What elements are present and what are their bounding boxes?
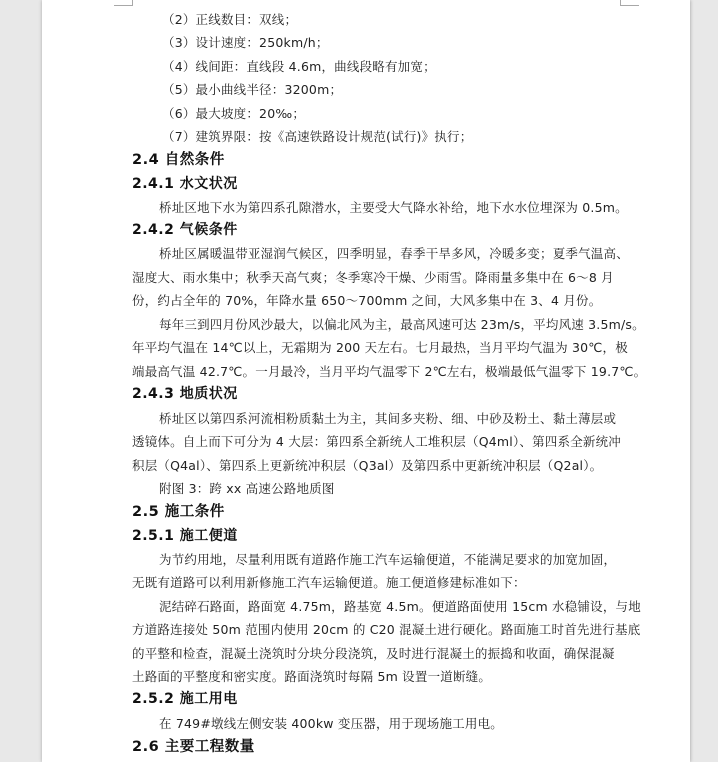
paragraph-line: 方道路连接处 50m 范围内使用 20cm 的 C20 混凝土进行硬化。路面施工时首先进行基底 (132, 622, 641, 637)
paragraph-line: 的平整和检查，混凝土浇筑时分块分段浇筑，及时进行混凝土的振捣和收面，确保混凝 (132, 646, 615, 661)
document-page (42, 0, 690, 762)
section-heading-2-4-3: 2.4.3 地质状况 (132, 386, 238, 402)
paragraph-line: 端最高气温 42.7℃。一月最冷，当月平均气温零下 2℃左右，极端最低气温零下 19.7℃。 (132, 364, 647, 379)
paragraph-line: 份，约占全年的 70%，年降水量 650～700mm 之间，大风多集中在 3、4 月份。 (132, 293, 602, 308)
paragraph-line: 积层（Q4al）、第四系上更新统冲积层（Q3al）及第四系中更新统冲积层（Q2al）。 (132, 458, 603, 473)
paragraph: 在 749#墩线左侧安装 400kw 变压器，用于现场施工用电。 (159, 716, 503, 731)
section-heading-2-5-1: 2.5.1 施工便道 (132, 528, 238, 544)
paragraph-line: 土路面的平整度和密实度。路面浇筑时每隔 5m 设置一道断缝。 (132, 669, 492, 684)
figure-reference: 附图 3：跨 xx 高速公路地质图 (159, 481, 335, 496)
list-item: （7）建筑界限：按《高速铁路设计规范(试行)》执行； (162, 129, 473, 144)
paragraph-line: 透镜体。自上而下可分为 4 大层：第四系全新统人工堆积层（Q4ml）、第四系全新统冲 (132, 434, 621, 449)
section-heading-2-5-2: 2.5.2 施工用电 (132, 691, 238, 707)
section-heading-2-4: 2.4 自然条件 (132, 152, 225, 168)
section-heading-2-5: 2.5 施工条件 (132, 504, 225, 520)
section-heading-2-6: 2.6 主要工程数量 (132, 739, 255, 755)
paragraph-line: 桥址区以第四系河流相粉质黏土为主，其间多夹粉、细、中砂及粉土、黏土薄层或 (159, 411, 617, 426)
list-item: （4）线间距：直线段 4.6m，曲线段略有加宽； (162, 59, 436, 74)
list-item: （5）最小曲线半径：3200m； (162, 82, 343, 97)
paragraph-line: 每年三到四月份风沙最大，以偏北风为主，最高风速可达 23m/s，平均风速 3.5m/s。 (159, 317, 645, 332)
list-item: （3）设计速度：250km/h； (162, 35, 329, 50)
paragraph-line: 泥结碎石路面，路面宽 4.75m，路基宽 4.5m。便道路面使用 15cm 水稳铺设，与地 (159, 599, 641, 614)
paragraph-line: 湿度大、雨水集中；秋季天高气爽；冬季寒冷干燥、少雨雪。降雨量多集中在 6～8 月 (132, 270, 614, 285)
paragraph: 桥址区地下水为第四系孔隙潜水，主要受大气降水补给，地下水水位埋深为 0.5m。 (159, 200, 628, 215)
paragraph-line: 桥址区属暖温带亚湿润气候区，四季明显，春季干旱多风，冷暖多变；夏季气温高、 (159, 246, 629, 261)
list-item: （6）最大坡度：20‰； (162, 106, 306, 121)
margin-marker-left (114, 0, 133, 6)
paragraph-line: 为节约用地，尽量利用既有道路作施工汽车运输便道，不能满足要求的加宽加固， (159, 552, 617, 567)
paragraph-line: 无既有道路可以利用新修施工汽车运输便道。施工便道修建标准如下： (132, 575, 526, 590)
section-heading-2-4-2: 2.4.2 气候条件 (132, 222, 238, 238)
section-heading-2-4-1: 2.4.1 水文状况 (132, 176, 238, 192)
paragraph-line: 年平均气温在 14℃以上，无霜期为 200 天左右。七月最热，当月平均气温为 30℃，极 (132, 340, 628, 355)
margin-marker-right (620, 0, 639, 6)
list-item: （2）正线数目：双线； (162, 12, 298, 27)
